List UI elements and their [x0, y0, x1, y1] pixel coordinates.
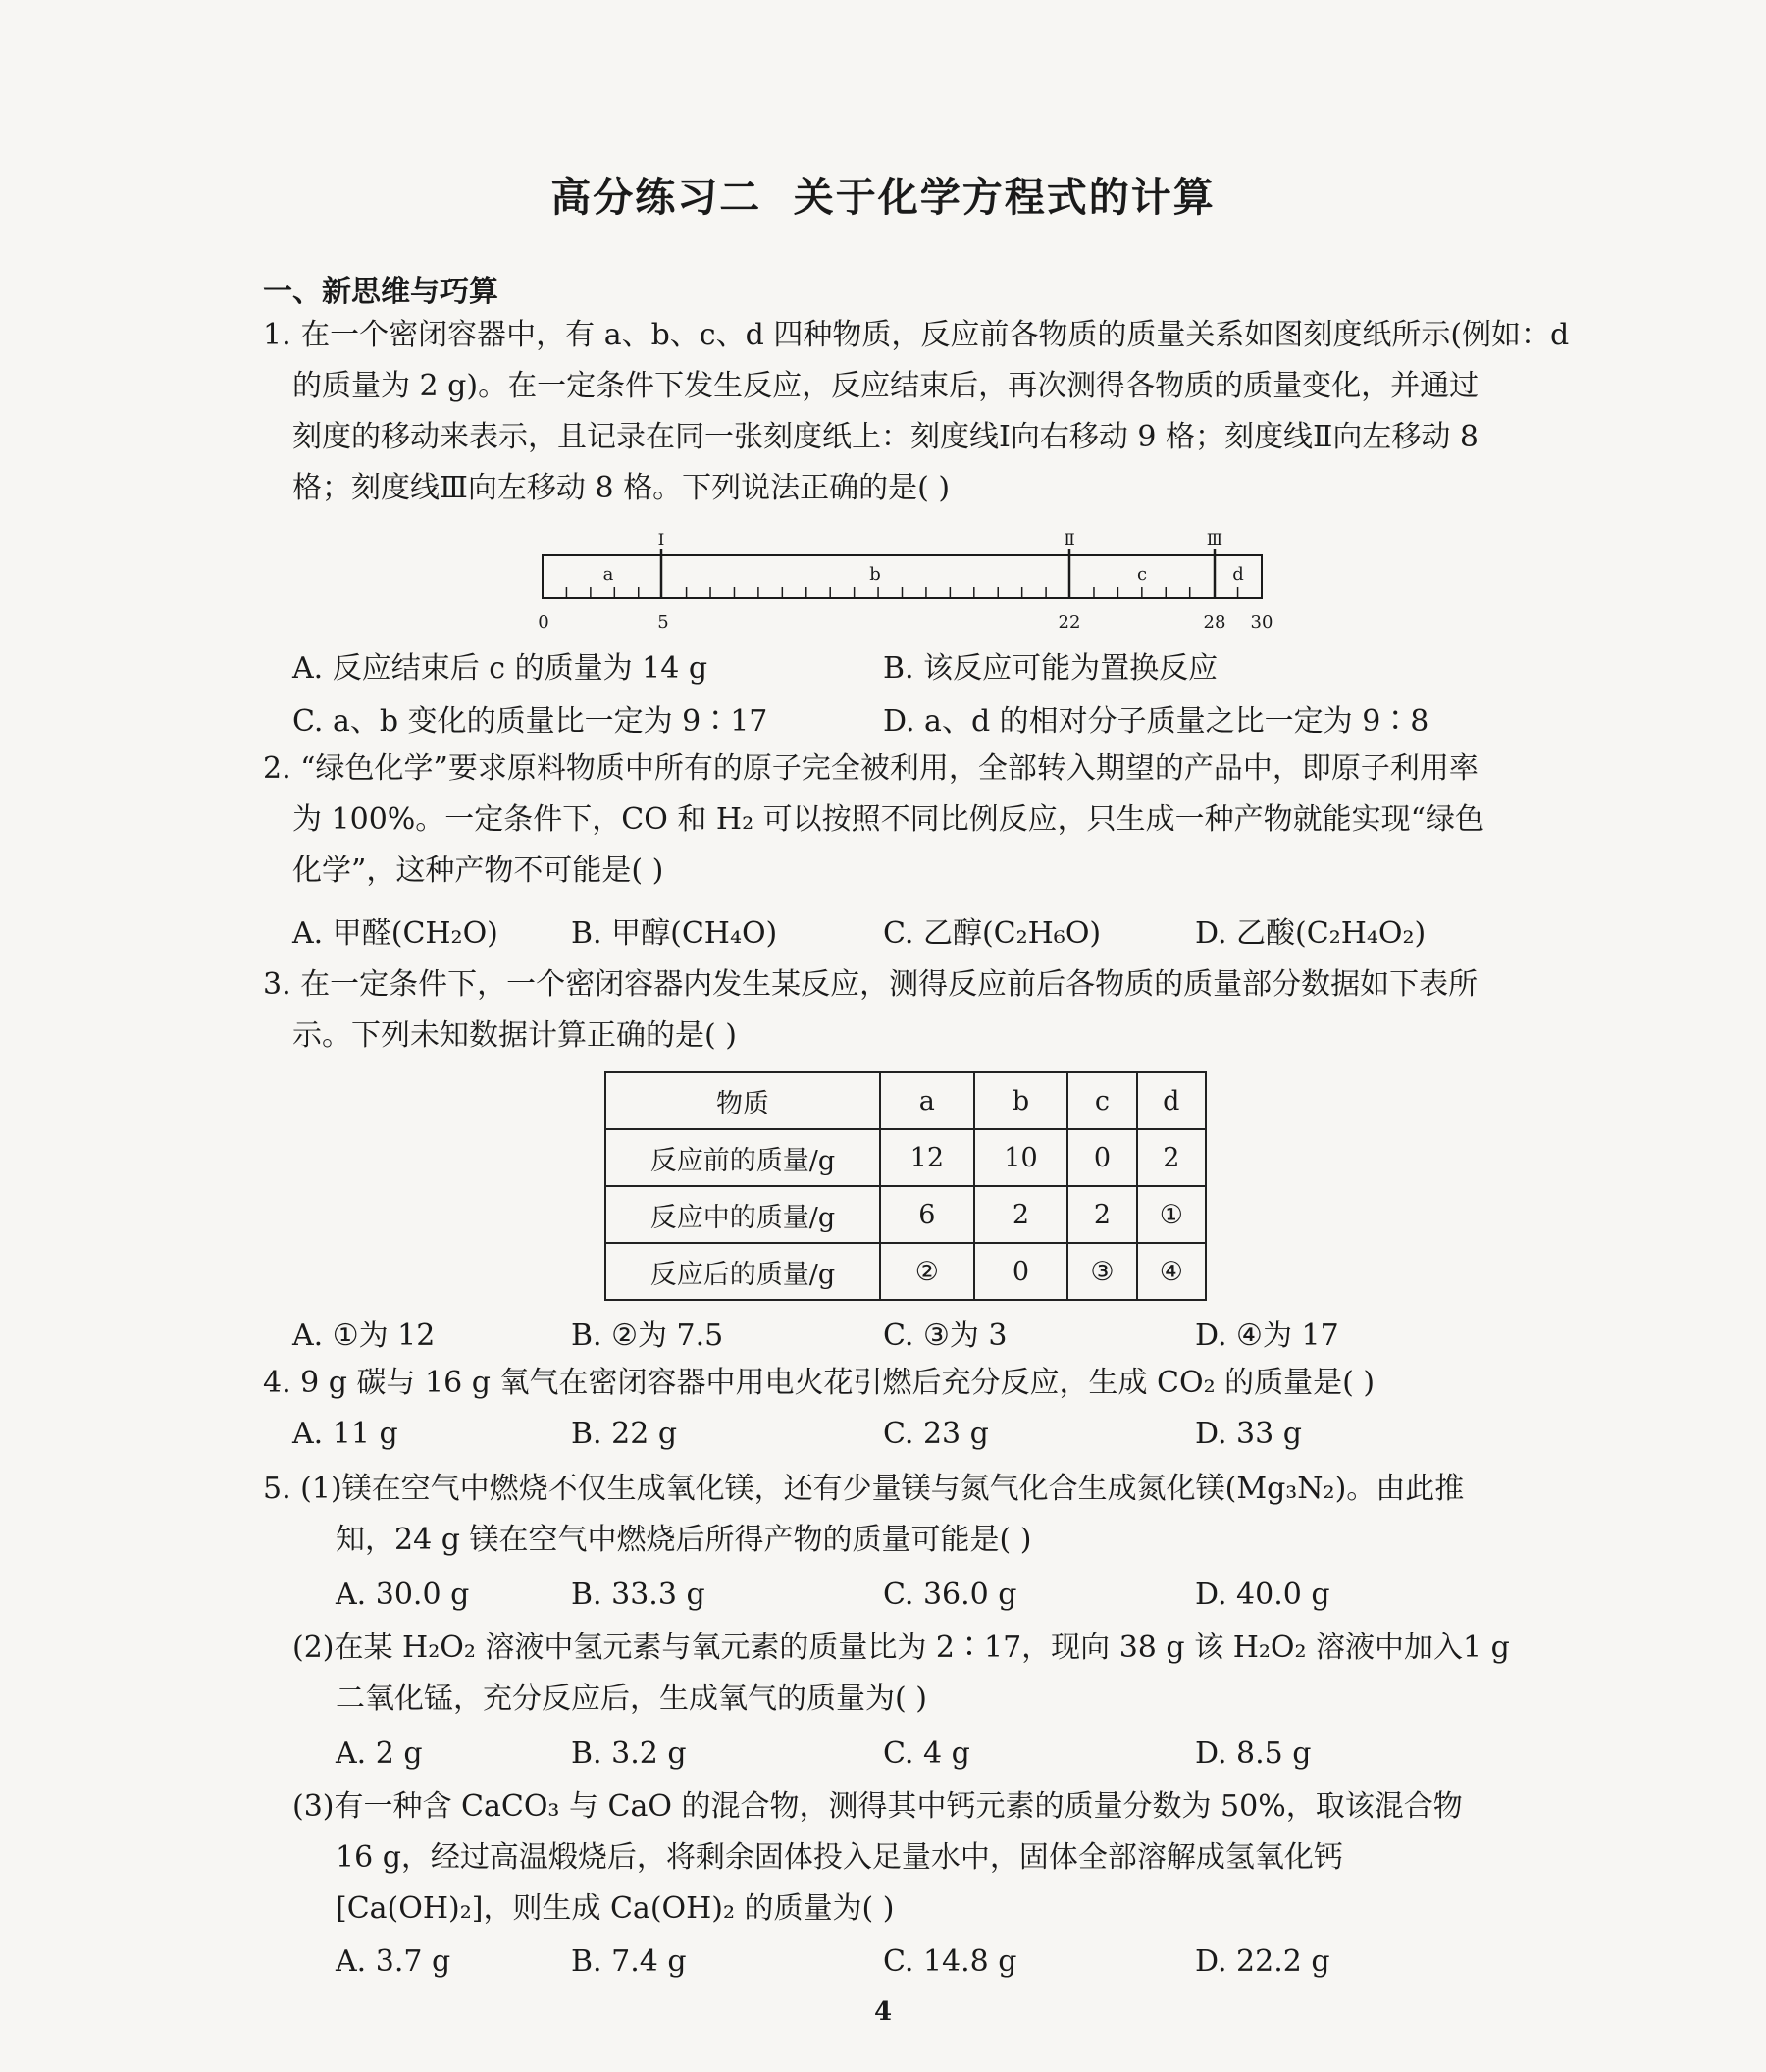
q5-part3-line-2: 16 g，经过高温煅烧后，将剩余固体投入足量水中，固体全部溶解成氢氧化钙 — [336, 1840, 1343, 1875]
q5-part2-option-d: D. 8.5 g — [1195, 1736, 1312, 1771]
q1-line-2: 的质量为 2 g)。在一定条件下发生反应，反应结束后，再次测得各物质的质量变化，并通过 — [292, 369, 1480, 403]
segment-label-c: c — [1136, 564, 1148, 585]
segment-label-b: b — [869, 564, 881, 585]
q1-option-a: A. 反应结束后 c 的质量为 14 g — [292, 651, 708, 686]
table-cell: 反应前的质量/g — [605, 1129, 880, 1186]
page-number: 4 — [873, 1997, 893, 2027]
ruler-mark-1: Ⅰ — [657, 531, 665, 550]
q5-part3-option-c: C. 14.8 g — [883, 1944, 1017, 1979]
table-header-cell: a — [880, 1072, 974, 1129]
table-cell: 2 — [1137, 1129, 1206, 1186]
q5-part2-line-2: 二氧化锰，充分反应后，生成氧气的质量为( ) — [336, 1682, 927, 1716]
mass-data-table — [604, 1071, 1207, 1301]
q2-line-1: 2. “绿色化学”要求原料物质中所有的原子完全被利用，全部转入期望的产品中，即原子利用率 — [263, 751, 1479, 786]
q4-option-d: D. 33 g — [1195, 1417, 1302, 1451]
table-cell: 0 — [1067, 1129, 1136, 1186]
q1-option-d: D. a、d 的相对分子质量之比一定为 9∶8 — [883, 704, 1429, 739]
q4-option-b: B. 22 g — [571, 1417, 678, 1451]
q5-part2-line-1: (2)在某 H₂O₂ 溶液中氢元素与氧元素的质量比为 2∶17，现向 38 g 该 H₂O₂ 溶液中加入1 g — [292, 1631, 1510, 1665]
table-row — [605, 1243, 1206, 1300]
table-cell: 反应后的质量/g — [605, 1243, 880, 1300]
table-header-cell: d — [1137, 1072, 1206, 1129]
table-header-cell: 物质 — [605, 1072, 880, 1129]
q5-part1-option-a: A. 30.0 g — [336, 1578, 470, 1612]
q5-part3-line-3: [Ca(OH)₂]，则生成 Ca(OH)₂ 的质量为( ) — [336, 1891, 895, 1926]
section-heading: 一、新思维与巧算 — [263, 275, 498, 309]
q1-line-4: 格；刻度线Ⅲ向左移动 8 格。下列说法正确的是( ) — [292, 471, 951, 505]
table-cell: 反应中的质量/g — [605, 1186, 880, 1243]
q3-option-d: D. ④为 17 — [1195, 1319, 1339, 1353]
table-header-cell: c — [1067, 1072, 1136, 1129]
table-cell: 10 — [974, 1129, 1068, 1186]
q3-option-c: C. ③为 3 — [883, 1319, 1008, 1353]
q5-part3-option-a: A. 3.7 g — [336, 1944, 451, 1979]
q2-option-c: C. 乙醇(C₂H₆O) — [883, 916, 1102, 951]
scale-ruler-diagram — [538, 530, 1275, 636]
scale-number-5: 5 — [657, 612, 669, 633]
q1-line-1: 1. 在一个密闭容器中，有 a、b、c、d 四种物质，反应前各物质的质量关系如图刻度纸所示(例如：d — [263, 318, 1570, 352]
table-row — [605, 1186, 1206, 1243]
q5-part1-option-d: D. 40.0 g — [1195, 1578, 1330, 1612]
segment-label-d: d — [1232, 564, 1244, 585]
table-header-row — [605, 1072, 1206, 1129]
q5-part3-option-d: D. 22.2 g — [1195, 1944, 1330, 1979]
table-cell: 2 — [1067, 1186, 1136, 1243]
q3-option-b: B. ②为 7.5 — [571, 1319, 724, 1353]
scale-number-28: 28 — [1203, 612, 1226, 633]
page-title: 高分练习二 关于化学方程式的计算 — [550, 174, 1216, 221]
q4-line-1: 4. 9 g 碳与 16 g 氧气在密闭容器中用电火花引燃后充分反应，生成 CO₂ 的质量是( ) — [263, 1366, 1376, 1400]
table-cell: 12 — [880, 1129, 974, 1186]
table-header-cell: b — [974, 1072, 1068, 1129]
q1-option-b: B. 该反应可能为置换反应 — [883, 651, 1219, 686]
table-cell: 6 — [880, 1186, 974, 1243]
q5-part1-line-2: 知，24 g 镁在空气中燃烧后所得产物的质量可能是( ) — [336, 1523, 1032, 1557]
q4-option-c: C. 23 g — [883, 1417, 989, 1451]
scale-number-30: 30 — [1250, 612, 1273, 633]
q1-option-c: C. a、b 变化的质量比一定为 9∶17 — [292, 704, 768, 739]
q2-line-2: 为 100%。一定条件下，CO 和 H₂ 可以按照不同比例反应，只生成一种产物就能实现“绿色 — [292, 803, 1484, 837]
q2-option-a: A. 甲醛(CH₂O) — [292, 916, 498, 951]
q5-part1-option-b: B. 33.3 g — [571, 1578, 705, 1612]
q1-line-3: 刻度的移动来表示，且记录在同一张刻度纸上：刻度线Ⅰ向右移动 9 格；刻度线Ⅱ向左移动 8 — [292, 420, 1480, 454]
q5-part2-option-b: B. 3.2 g — [571, 1736, 687, 1771]
q5-part1-line-1: 5. (1)镁在空气中燃烧不仅生成氧化镁，还有少量镁与氮气化合生成氮化镁(Mg₃N₂)。由此推 — [263, 1472, 1465, 1506]
q3-line-2: 示。下列未知数据计算正确的是( ) — [292, 1018, 737, 1053]
segment-label-a: a — [602, 564, 614, 585]
ruler-mark-3: Ⅲ — [1206, 531, 1223, 550]
q2-line-3: 化学”，这种产物不可能是( ) — [292, 854, 664, 888]
table-cell: 2 — [974, 1186, 1068, 1243]
table-cell: ④ — [1137, 1243, 1206, 1300]
scale-number-0: 0 — [538, 612, 549, 633]
q2-option-d: D. 乙酸(C₂H₄O₂) — [1195, 916, 1427, 951]
q5-part3-option-b: B. 7.4 g — [571, 1944, 687, 1979]
scale-number-22: 22 — [1058, 612, 1081, 633]
q5-part2-option-c: C. 4 g — [883, 1736, 970, 1771]
table-row — [605, 1129, 1206, 1186]
q5-part1-option-c: C. 36.0 g — [883, 1578, 1017, 1612]
table-cell: ① — [1137, 1186, 1206, 1243]
q2-option-b: B. 甲醇(CH₄O) — [571, 916, 778, 951]
q5-part2-option-a: A. 2 g — [336, 1736, 423, 1771]
q3-option-a: A. ①为 12 — [292, 1319, 436, 1353]
q4-option-a: A. 11 g — [292, 1417, 398, 1451]
table-cell: ③ — [1067, 1243, 1136, 1300]
table-cell: ② — [880, 1243, 974, 1300]
table-cell: 0 — [974, 1243, 1068, 1300]
ruler-mark-2: Ⅱ — [1064, 531, 1075, 550]
q3-line-1: 3. 在一定条件下，一个密闭容器内发生某反应，测得反应前后各物质的质量部分数据如下表所 — [263, 967, 1479, 1002]
q5-part3-line-1: (3)有一种含 CaCO₃ 与 CaO 的混合物，测得其中钙元素的质量分数为 50%，取该混合物 — [292, 1789, 1463, 1824]
